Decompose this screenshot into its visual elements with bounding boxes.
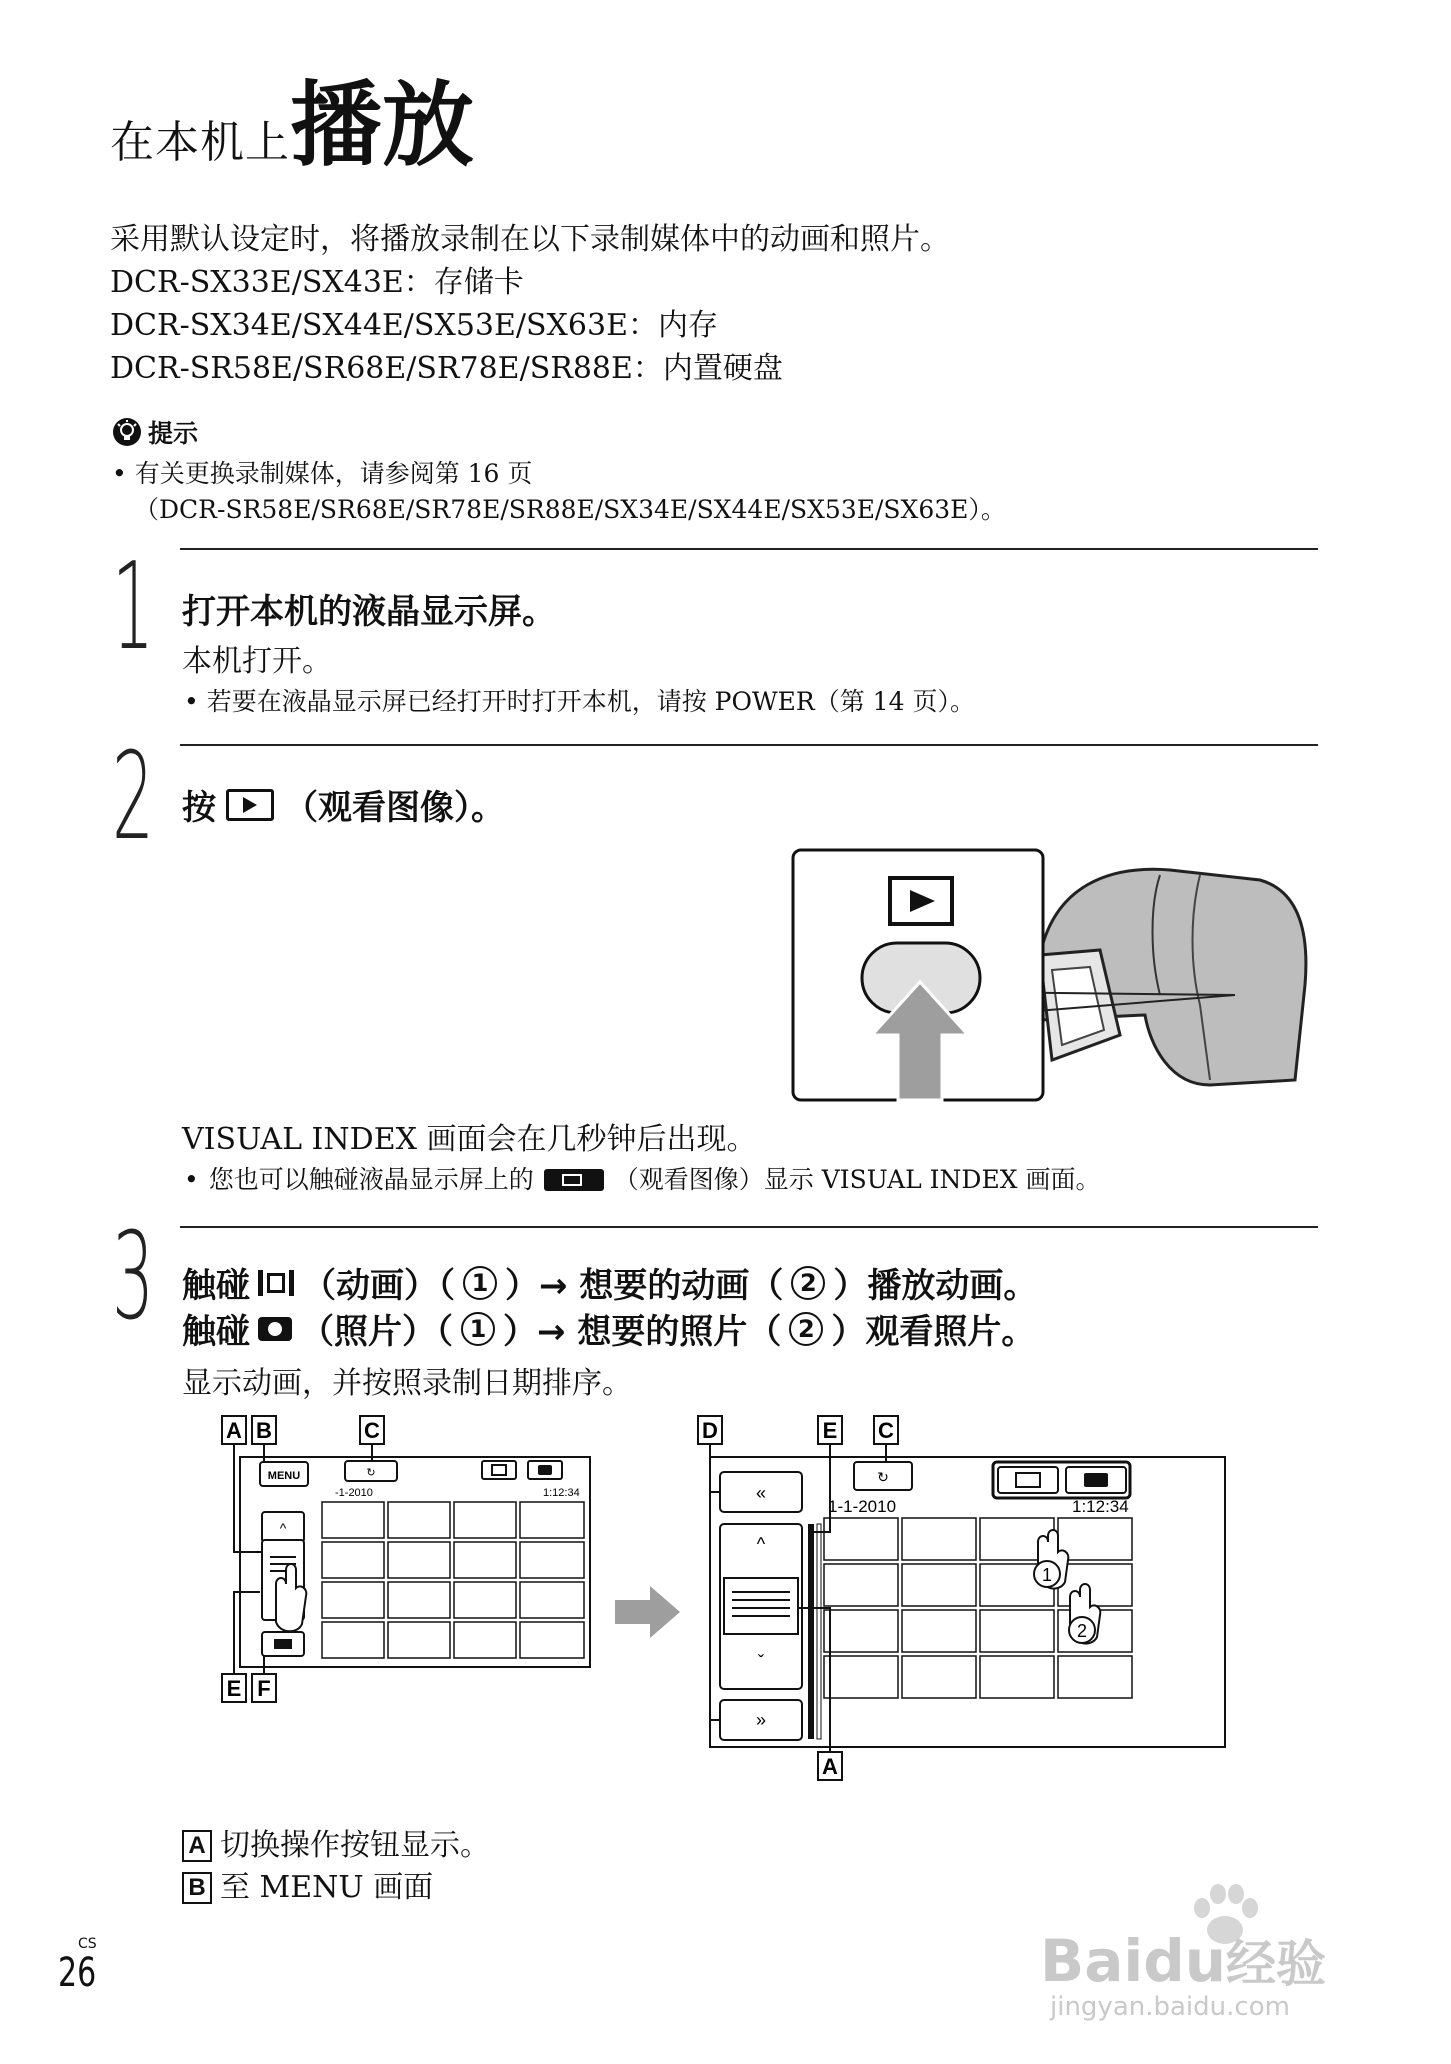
page-title bbox=[110, 52, 474, 184]
movie-tab bbox=[482, 1461, 516, 1479]
language-code: CS bbox=[78, 1936, 97, 1952]
svg-text:»: » bbox=[755, 1710, 767, 1730]
legend-text-B: 至 MENU 画面 bbox=[220, 1870, 434, 1905]
step2-bullet-post: （观看图像）显示 VISUAL INDEX 画面。 bbox=[613, 1165, 1101, 1194]
step3-l1c: ）→ 想要的动画（ bbox=[505, 1266, 784, 1306]
lightbulb-icon bbox=[112, 417, 142, 447]
tip-label: 提示 bbox=[148, 419, 199, 448]
page-number: 26 bbox=[58, 1950, 97, 1996]
menu-label: MENU bbox=[267, 1470, 301, 1482]
callout-2: 2 bbox=[1076, 1621, 1088, 1641]
intro-line: DCR-SX33E/SX43E：存储卡 bbox=[110, 265, 524, 300]
step3-heading-line1 bbox=[182, 1258, 1037, 1307]
scrollbar bbox=[808, 1524, 814, 1739]
date-left: -1-2010 bbox=[335, 1487, 373, 1499]
page-title-big: 播放 bbox=[290, 72, 475, 179]
movie-tab-right bbox=[998, 1467, 1058, 1493]
step2-bullet-pre: • 您也可以触碰液晶显示屏上的 bbox=[208, 1165, 534, 1194]
toggle-buttons-right bbox=[724, 1578, 798, 1634]
label-C-left: C bbox=[364, 1418, 380, 1443]
step3-circle-2: 2 bbox=[791, 1266, 825, 1300]
step3-rule bbox=[180, 1226, 1318, 1228]
legend-item-A bbox=[182, 1824, 490, 1867]
step3-l1b: （动画）（ bbox=[302, 1266, 455, 1306]
intro bbox=[110, 218, 950, 390]
step2-bullet bbox=[184, 1162, 1100, 1198]
step2-heading-pre: 按 bbox=[182, 788, 216, 828]
step3-l2d: ）观看照片。 bbox=[831, 1312, 1036, 1352]
label-E-left: E bbox=[226, 1676, 242, 1701]
watermark-brand: Bai bbox=[1040, 1927, 1144, 1995]
intro-line: 采用默认设定时，将播放录制在以下录制媒体中的动画和照片。 bbox=[110, 222, 950, 257]
step1-rule bbox=[180, 548, 1318, 550]
label-D-right: D bbox=[702, 1418, 718, 1443]
step2-body: VISUAL INDEX 画面会在几秒钟后出现。 bbox=[182, 1122, 757, 1157]
left-screen bbox=[222, 1416, 590, 1702]
baidu-watermark bbox=[1040, 1880, 1370, 2022]
step3-number: 3 bbox=[112, 1208, 154, 1347]
view-images-button-icon bbox=[544, 1169, 604, 1191]
legend-key-B: B bbox=[182, 1872, 212, 1904]
step3-circle-1b: 1 bbox=[461, 1312, 495, 1346]
movie-icon bbox=[258, 1270, 294, 1296]
chevron-down-icon: ˇ bbox=[758, 1652, 764, 1672]
camcorder-illustration bbox=[790, 845, 1330, 1105]
intro-line: DCR-SR58E/SR68E/SR78E/SR88E：内置硬盘 bbox=[110, 351, 783, 386]
watermark-brand2: du bbox=[1143, 1927, 1227, 1995]
tip bbox=[112, 414, 1006, 528]
photo-icon bbox=[258, 1317, 292, 1341]
step2-rule bbox=[180, 744, 1318, 746]
step2-heading-post: （观看图像）。 bbox=[284, 788, 505, 828]
legend-key-A: A bbox=[182, 1830, 212, 1862]
svg-text:«: « bbox=[755, 1483, 767, 1503]
visual-index-diagram bbox=[210, 1412, 1250, 1792]
next-arrow bbox=[615, 1586, 680, 1638]
watermark-url: jingyan.baidu.com bbox=[1050, 1992, 1290, 2022]
date-right: 1-1-2010 bbox=[828, 1497, 897, 1516]
step1-body: 本机打开。 bbox=[182, 644, 332, 679]
tip-line1: • 有关更换录制媒体，请参阅第 16 页 bbox=[112, 456, 1006, 492]
step3-l2b: （照片）（ bbox=[300, 1312, 453, 1352]
intro-line: DCR-SX34E/SX44E/SX53E/SX63E：内存 bbox=[110, 308, 718, 343]
svg-text:↻: ↻ bbox=[366, 1467, 376, 1479]
svg-text:↻: ↻ bbox=[877, 1469, 889, 1485]
step2-heading bbox=[182, 780, 505, 829]
step3-l1a: 触碰 bbox=[182, 1266, 250, 1306]
time-left: 1:12:34 bbox=[543, 1487, 580, 1499]
step3-heading-line2 bbox=[182, 1304, 1035, 1353]
step2-number: 2 bbox=[112, 728, 154, 867]
label-A-left: A bbox=[226, 1418, 242, 1443]
callout-1: 1 bbox=[1041, 1565, 1053, 1585]
label-F-left: F bbox=[257, 1676, 271, 1701]
view-images-icon bbox=[226, 789, 274, 821]
step3-l2a: 触碰 bbox=[182, 1312, 250, 1352]
step3-l1d: ）播放动画。 bbox=[833, 1266, 1038, 1306]
chevron-up-icon: ^ bbox=[279, 1520, 287, 1536]
label-C-right: C bbox=[878, 1418, 894, 1443]
legend-text-A: 切换操作按钮显示。 bbox=[220, 1828, 490, 1863]
step1-heading: 打开本机的液晶显示屏。 bbox=[182, 592, 556, 632]
label-B-left: B bbox=[256, 1418, 272, 1443]
tip-line2: （DCR-SR58E/SR68E/SR78E/SR88E/SX34E/SX44E/SX53E/SX63E）。 bbox=[134, 495, 1006, 524]
legend-item-B bbox=[182, 1866, 433, 1909]
page-title-small: 在本机上 bbox=[110, 117, 290, 168]
step3-body: 显示动画，并按照录制日期排序。 bbox=[182, 1366, 632, 1401]
step3-circle-2b: 2 bbox=[789, 1312, 823, 1346]
label-E-right: E bbox=[822, 1418, 838, 1443]
chevron-up-icon-right: ^ bbox=[756, 1534, 766, 1554]
right-screen bbox=[698, 1416, 1225, 1780]
step3-l2c: ）→ 想要的照片（ bbox=[503, 1312, 782, 1352]
step3-circle-1: 1 bbox=[463, 1266, 497, 1300]
step1-bullet: • 若要在液晶显示屏已经打开时打开本机，请按 POWER（第 14 页）。 bbox=[184, 684, 975, 720]
time-right: 1:12:34 bbox=[1072, 1497, 1129, 1516]
label-A-right: A bbox=[822, 1754, 838, 1779]
step1-number: 1 bbox=[112, 538, 154, 677]
watermark-tail: 经验 bbox=[1226, 1935, 1327, 1993]
